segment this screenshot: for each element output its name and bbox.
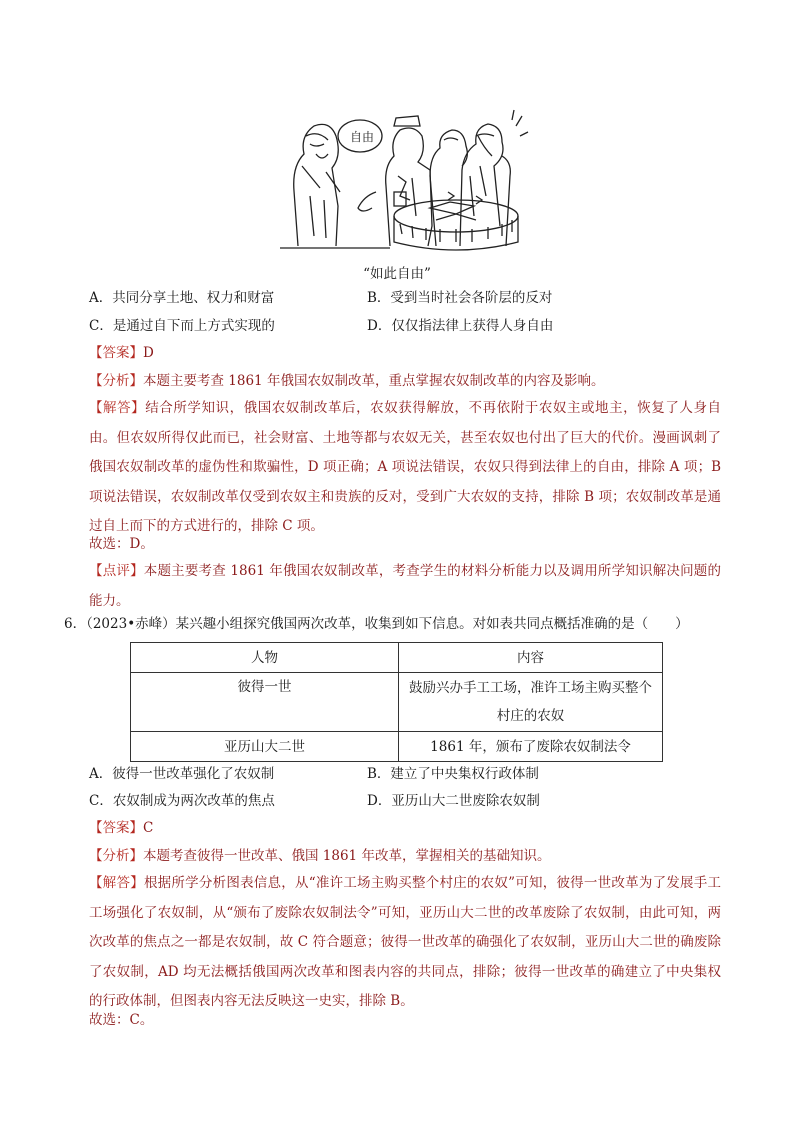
- solution-text: 根据所学分析图表信息，从“准许工场主购买整个村庄的农奴”可知，彼得一世改革为了发展手工工场强化了农奴制，从“颁布了废除农奴制法令”可知，亚历山大二世的改革废除了农奴制，由此可知，两次改革的焦点之一都是农奴制，故 C 符合题意；彼得一世改革的确强化了农奴制，亚历山大二世的确废除了农奴制，AD 均无法概括俄国两次改革和图表内容的共同点，排除；彼得一世改革的确建立了中央集权的行政体制，但图表内容无法反映这一史实，排除 B。: [89, 875, 721, 1009]
- table-cell: 彼得一世: [131, 673, 399, 732]
- q6-option-d: D．亚历山大二世废除农奴制: [367, 793, 540, 809]
- table-cell: 亚历山大二世: [131, 732, 399, 762]
- q5-option-c: C．是通过自下而上方式实现的: [89, 318, 275, 334]
- q6-stem: 6．（2023•赤峰）某兴趣小组探究俄国两次改革，收集到如下信息。对如表共同点概括准确的是（ ）: [64, 616, 689, 632]
- q6-solution: [89, 869, 721, 1017]
- q6-final: 故选：C。: [89, 1012, 154, 1028]
- analysis-text: 本题主要考查 1861 年俄国农奴制改革，重点掌握农奴制改革的内容及影响。: [143, 373, 605, 389]
- analysis-tag: 【分析】: [89, 848, 143, 864]
- solution-tag: 【解答】: [89, 400, 146, 416]
- table-header-cell: 人物: [131, 643, 399, 673]
- cartoon-caption: “如此自由”: [363, 266, 431, 282]
- answer-value: C: [143, 820, 154, 836]
- q5-option-a: A．共同分享土地、权力和财富: [89, 290, 275, 306]
- comment-tag: 【点评】: [89, 563, 144, 579]
- q6-option-a: A．彼得一世改革强化了农奴制: [89, 766, 275, 782]
- answer-tag: 【答案】: [89, 345, 143, 361]
- q5-final: 故选：D。: [89, 536, 154, 552]
- solution-tag: 【解答】: [89, 875, 144, 891]
- q5-solution: [89, 394, 721, 542]
- comment-text: 本题主要考查 1861 年俄国农奴制改革，考查学生的材料分析能力以及调用所学知识解决问题的能力。: [89, 563, 721, 609]
- answer-value: D: [143, 345, 154, 361]
- q5-option-d: D．仅仅指法律上获得人身自由: [367, 318, 554, 334]
- table-header-cell: 内容: [399, 643, 663, 673]
- table-header-row: [131, 643, 663, 673]
- q5-comment: [89, 557, 721, 616]
- q6-table: [130, 642, 663, 762]
- q5-option-b: B．受到当时社会各阶层的反对: [367, 290, 553, 306]
- table-row: [131, 732, 663, 762]
- q6-option-b: B．建立了中央集权行政体制: [367, 766, 539, 782]
- answer-tag: 【答案】: [89, 820, 143, 836]
- analysis-text: 本题考查彼得一世改革、俄国 1861 年改革，掌握相关的基础知识。: [143, 848, 551, 864]
- table-row: [131, 673, 663, 732]
- q6-option-c: C．农奴制成为两次改革的焦点: [89, 793, 275, 809]
- table-cell: 1861 年，颁布了废除农奴制法令: [399, 732, 663, 762]
- satire-cartoon-image: [280, 96, 530, 252]
- q6-analysis: [89, 846, 719, 866]
- solution-text: 结合所学知识，俄国农奴制改革后，农奴获得解放，不再依附于农奴主或地主，恢复了人身自由。但农奴所得仅此而已，社会财富、土地等都与农奴无关，甚至农奴也付出了巨大的代价。漫画讽刺了俄国农奴制改革的虚伪性和欺骗性，D 项正确；A 项说法错误，农奴只得到法律上的自由，排除 A 项；B 项说法错误，农奴制改革仅受到农奴主和贵族的反对，受到广大农奴的支持，排除 B 项；农奴制改革是通过自上而下的方式进行的，排除 C 项。: [89, 400, 722, 534]
- q6-answer: [89, 818, 719, 838]
- table-cell: 鼓励兴办手工工场，准许工场主购买整个村庄的农奴: [399, 673, 663, 732]
- cartoon-bubble-text: 自由: [350, 130, 375, 144]
- q5-analysis: [89, 371, 719, 391]
- q5-answer: [89, 343, 719, 363]
- analysis-tag: 【分析】: [89, 373, 143, 389]
